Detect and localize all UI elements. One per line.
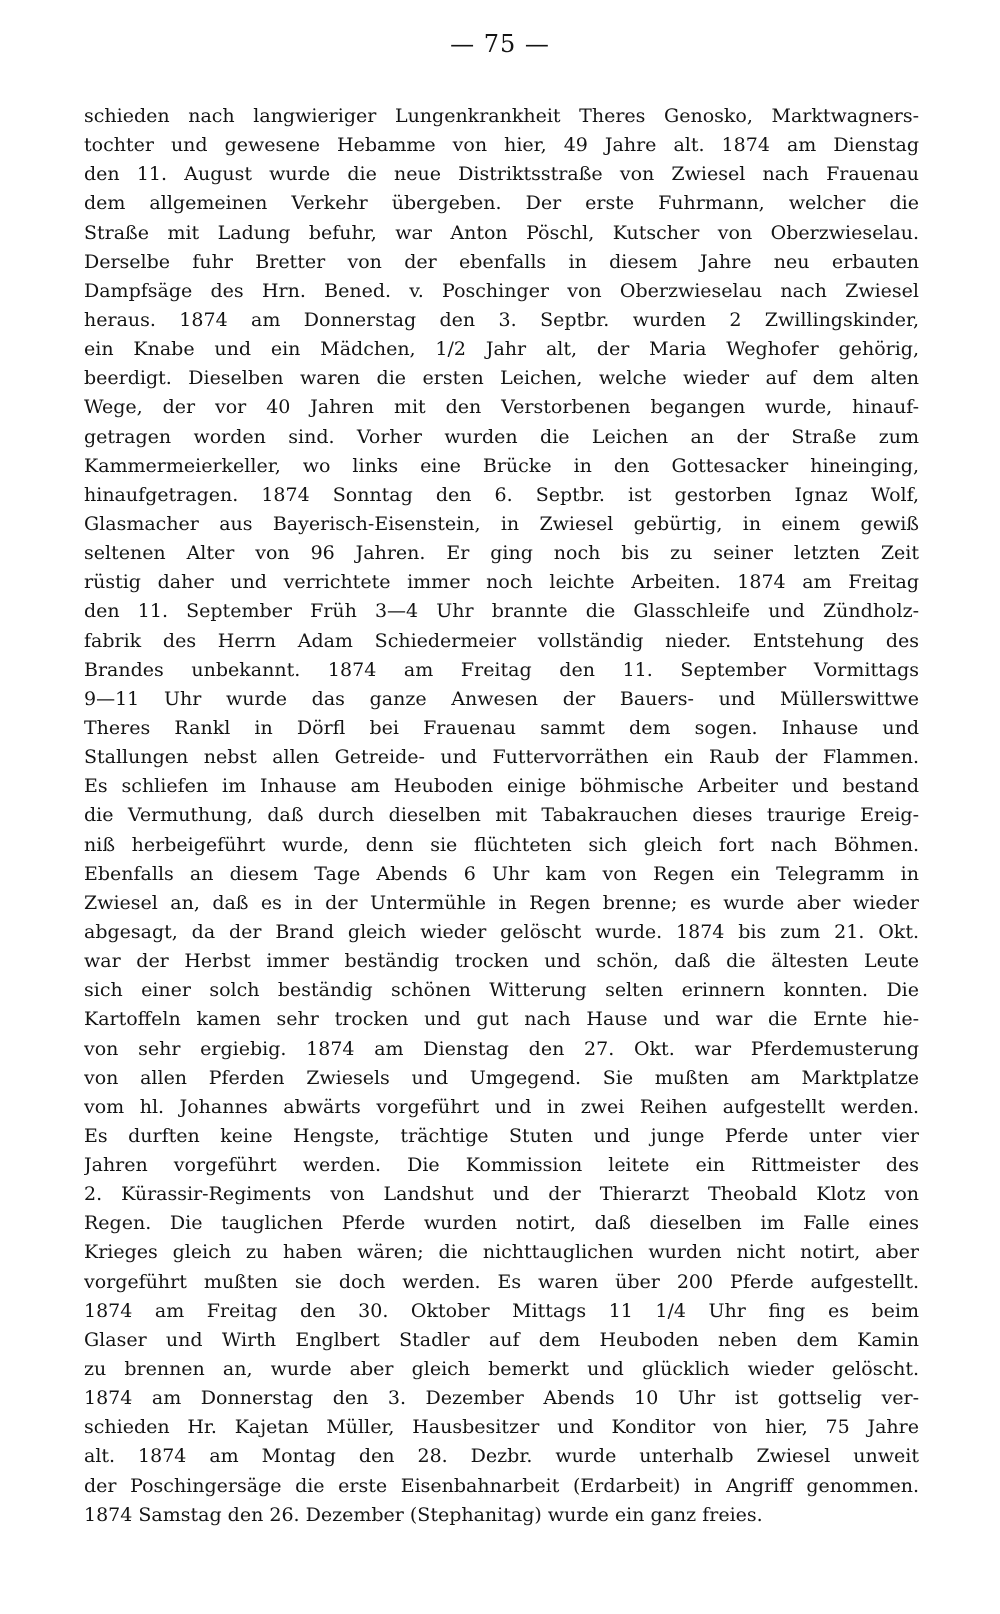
- text-line: Kammermeierkeller, wo links eine Brücke in den Gottesacker hineinging,: [84, 454, 919, 477]
- page-number: — 75 —: [450, 30, 550, 58]
- text-line: den 11. August wurde die neue Distriktsstraße von Zwiesel nach Frauenau: [84, 163, 919, 186]
- text-line: vom hl. Johannes abwärts vorgeführt und in zwei Reihen aufgestellt werden.: [84, 1095, 919, 1118]
- text-line: schieden Hr. Kajetan Müller, Hausbesitzer und Konditor von hier, 75 Jahre: [84, 1416, 919, 1439]
- text-line: alt. 1874 am Montag den 28. Dezbr. wurde unterhalb Zwiesel unweit: [84, 1445, 919, 1468]
- text-line: niß herbeigeführt wurde, denn sie flüchteten sich gleich fort nach Böhmen.: [84, 833, 919, 856]
- text-line: Stallungen nebst allen Getreide- und Futtervorräthen ein Raub der Flammen.: [84, 746, 919, 769]
- text-line: tochter und gewesene Hebamme von hier, 49 Jahre alt. 1874 am Dienstag: [84, 134, 919, 157]
- text-line: Derselbe fuhr Bretter von der ebenfalls in diesem Jahre neu erbauten: [84, 250, 919, 273]
- text-line: Jahren vorgeführt werden. Die Kommission leitete ein Rittmeister des: [84, 1154, 919, 1177]
- text-line: 9—11 Uhr wurde das ganze Anwesen der Bauers- und Müllerswittwe: [84, 687, 919, 710]
- text-line: Es durften keine Hengste, trächtige Stuten und junge Pferde unter vier: [84, 1124, 919, 1147]
- text-line: Ebenfalls an diesem Tage Abends 6 Uhr kam von Regen ein Telegramm in: [84, 862, 919, 885]
- text-line: Glaser und Wirth Englbert Stadler auf dem Heuboden neben dem Kamin: [84, 1328, 919, 1351]
- text-line: ein Knabe und ein Mädchen, 1/2 Jahr alt, der Maria Weghofer gehörig,: [84, 338, 919, 361]
- text-line: 2. Kürassir-Regiments von Landshut und der Thierarzt Theobald Klotz von: [84, 1183, 919, 1206]
- text-line: der Poschingersäge die erste Eisenbahnarbeit (Erdarbeit) in Angriff genommen.: [84, 1474, 919, 1497]
- text-line: Dampfsäge des Hrn. Bened. v. Poschinger von Oberzwieselau nach Zwiesel: [84, 279, 919, 302]
- text-line: vorgeführt mußten sie doch werden. Es waren über 200 Pferde aufgestellt.: [84, 1270, 919, 1293]
- text-line: heraus. 1874 am Donnerstag den 3. Septbr. wurden 2 Zwillingskinder,: [84, 308, 919, 331]
- text-line: Kartoffeln kamen sehr trocken und gut nach Hause und war die Ernte hie-: [84, 1008, 919, 1031]
- text-line: Theres Rankl in Dörfl bei Frauenau sammt dem sogen. Inhause und: [84, 716, 919, 739]
- text-line: Straße mit Ladung befuhr, war Anton Pöschl, Kutscher von Oberzwieselau.: [84, 221, 919, 244]
- text-line: sich einer solch beständig schönen Witterung selten erinnern konnten. Die: [84, 979, 919, 1002]
- text-line: 1874 am Freitag den 30. Oktober Mittags 11 1/4 Uhr fing es beim: [84, 1299, 919, 1322]
- text-line: 1874 Samstag den 26. Dezember (Stephanitag) wurde ein ganz freies.: [84, 1503, 763, 1526]
- text-line: Zwiesel an, daß es in der Untermühle in Regen brenne; es wurde aber wieder: [84, 891, 919, 914]
- text-line: zu brennen an, wurde aber gleich bemerkt und glücklich wieder gelöscht.: [84, 1358, 919, 1381]
- text-line: die Vermuthung, daß durch dieselben mit Tabakrauchen dieses traurige Ereig-: [84, 804, 919, 827]
- text-line: Glasmacher aus Bayerisch-Eisenstein, in Zwiesel gebürtig, in einem gewiß: [84, 512, 919, 535]
- text-line: beerdigt. Dieselben waren die ersten Leichen, welche wieder auf dem alten: [84, 367, 919, 390]
- text-line: von allen Pferden Zwiesels und Umgegend. Sie mußten am Marktplatze: [84, 1066, 919, 1089]
- text-line: rüstig daher und verrichtete immer noch leichte Arbeiten. 1874 am Freitag: [84, 571, 919, 594]
- text-line: getragen worden sind. Vorher wurden die Leichen an der Straße zum: [84, 425, 919, 448]
- text-line: Krieges gleich zu haben wären; die nichttauglichen wurden nicht notirt, aber: [84, 1241, 919, 1264]
- text-line: fabrik des Herrn Adam Schiedermeier vollständig nieder. Entstehung des: [84, 629, 919, 652]
- text-line: war der Herbst immer beständig trocken und schön, daß die ältesten Leute: [84, 950, 919, 973]
- text-line: seltenen Alter von 96 Jahren. Er ging noch bis zu seiner letzten Zeit: [84, 542, 919, 565]
- text-line: abgesagt, da der Brand gleich wieder gelöscht wurde. 1874 bis zum 21. Okt.: [84, 920, 919, 943]
- text-line: von sehr ergiebig. 1874 am Dienstag den 27. Okt. war Pferdemusterung: [84, 1037, 919, 1060]
- text-line: hinaufgetragen. 1874 Sonntag den 6. Septbr. ist gestorben Ignaz Wolf,: [84, 483, 919, 506]
- text-line: den 11. September Früh 3—4 Uhr brannte die Glasschleife und Zündholz-: [84, 600, 919, 623]
- text-line: Brandes unbekannt. 1874 am Freitag den 11. September Vormittags: [84, 658, 919, 681]
- text-line: schieden nach langwieriger Lungenkrankheit Theres Genosko, Marktwagners-: [84, 105, 919, 127]
- body-text: [84, 102, 919, 1530]
- text-line: Wege, der vor 40 Jahren mit den Verstorbenen begangen wurde, hinauf-: [84, 396, 919, 419]
- text-line: 1874 am Donnerstag den 3. Dezember Abends 10 Uhr ist gottselig ver-: [84, 1387, 919, 1410]
- text-line: Es schliefen im Inhause am Heuboden einige böhmische Arbeiter und bestand: [84, 775, 919, 798]
- text-line: Regen. Die tauglichen Pferde wurden notirt, daß dieselben im Falle eines: [84, 1212, 919, 1235]
- text-line: dem allgemeinen Verkehr übergeben. Der erste Fuhrmann, welcher die: [84, 192, 919, 215]
